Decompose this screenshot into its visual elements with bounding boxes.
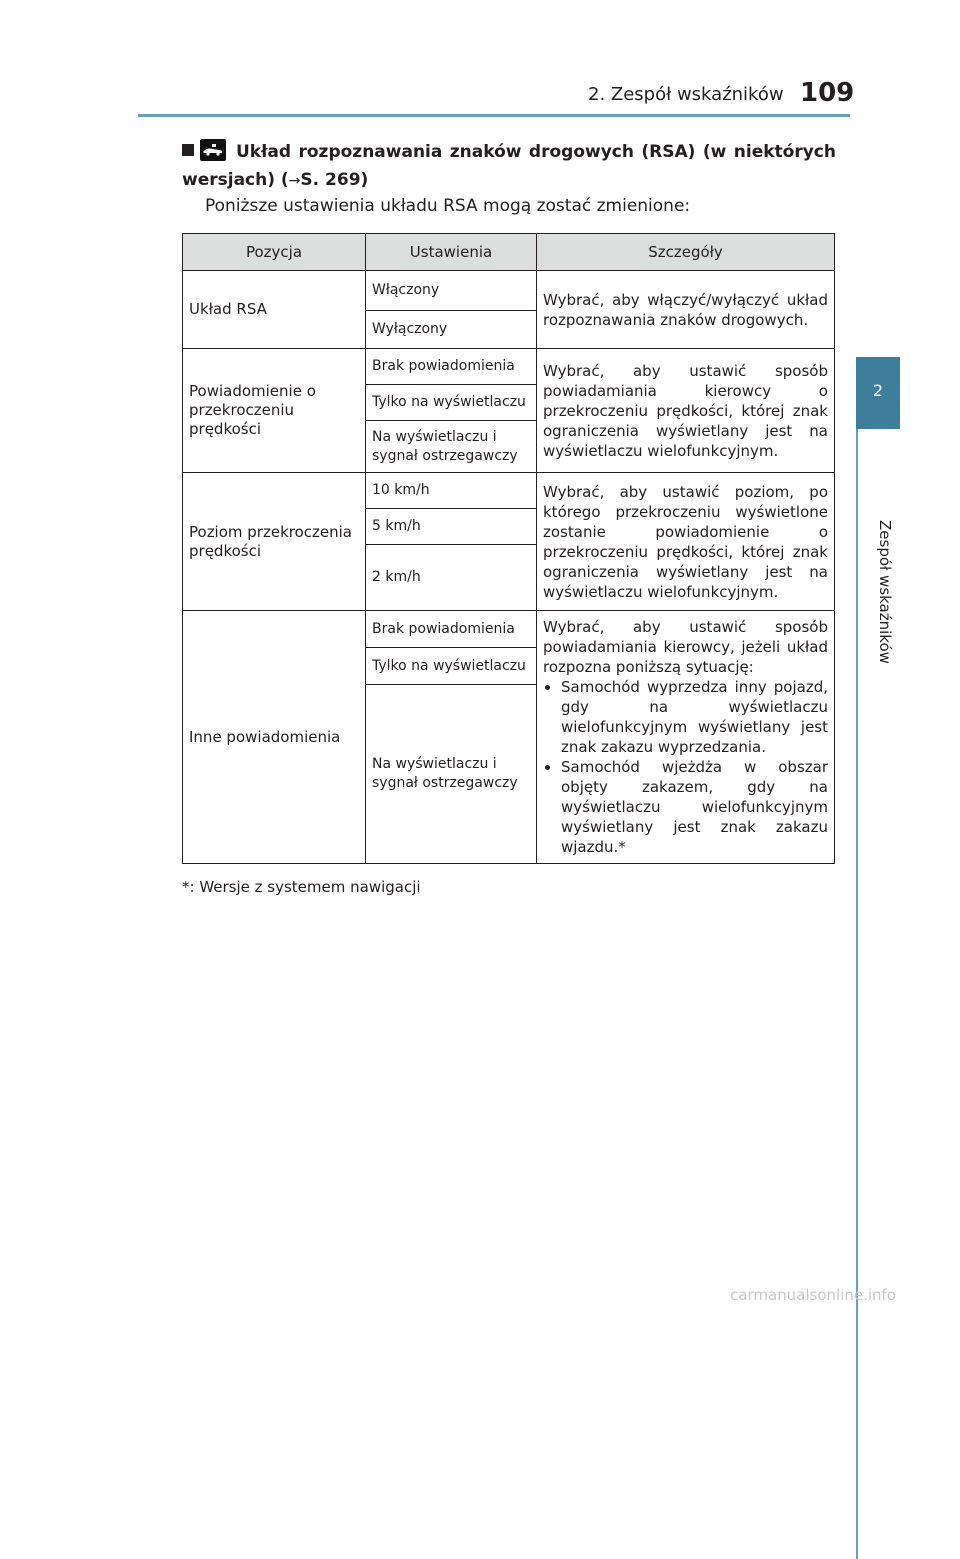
details-intro: Wybrać, aby ustawić sposób powiadamiania kierowcy, jeżeli układ rozpozna poniższą sytuację: xyxy=(543,618,828,676)
details-cell: Wybrać, aby włączyć/wyłączyć układ rozpoznawania znaków drogowych. xyxy=(537,271,835,349)
setting-cell: Włączony xyxy=(366,271,537,311)
position-cell: Układ RSA xyxy=(183,271,366,349)
car-sign-icon xyxy=(200,139,226,161)
table-row xyxy=(183,349,835,385)
watermark: carmanualsonline.info xyxy=(730,1286,896,1304)
side-rule xyxy=(856,429,858,1559)
footnote: *: Wersje z systemem nawigacji xyxy=(182,878,421,896)
side-chapter-label: Zespół wskaźników xyxy=(876,520,894,664)
details-bullet-list xyxy=(543,677,828,857)
list-item: • Samochód wjeżdża w obszar objęty zakazem, gdy na wyświetlaczu wielofunkcyjnym wyświetlany jest znak zakazu wjazdu.* xyxy=(561,757,828,857)
position-cell: Inne powiadomienia xyxy=(183,611,366,864)
table-row xyxy=(183,611,835,648)
position-cell: Powiadomienie o przekroczeniu prędkości xyxy=(183,349,366,473)
reference-arrow: → xyxy=(288,173,301,189)
setting-cell: 5 km/h xyxy=(366,509,537,545)
details-cell: Wybrać, aby ustawić sposób powiadamiania kierowcy o przekroczeniu prędkości, której znak ograniczenia wyświetlany jest na wyświetlaczu wielofunkcyjnym. xyxy=(537,349,835,473)
table-header-row xyxy=(183,234,835,271)
page-reference-link[interactable]: S. 269) xyxy=(300,170,369,190)
details-cell: Wybrać, aby ustawić poziom, po którego przekroczeniu wyświetlone zostanie powiadomienie o przekroczeniu prędkości, której znak ograniczenia wyświetlany jest na wyświetlaczu wielofunkcyjnym. xyxy=(537,473,835,611)
setting-cell: Wyłączony xyxy=(366,311,537,349)
setting-cell: 10 km/h xyxy=(366,473,537,509)
square-bullet-icon xyxy=(182,144,194,156)
intro-text: Poniższe ustawienia układu RSA mogą zostać zmienione: xyxy=(205,196,691,216)
table-row xyxy=(183,271,835,311)
column-header-settings: Ustawienia xyxy=(366,234,537,271)
section-heading xyxy=(182,138,836,195)
table-row xyxy=(183,473,835,509)
column-header-position: Pozycja xyxy=(183,234,366,271)
section-title: Układ rozpoznawania znaków drogowych (RSA) (w niektórych wersjach) ( xyxy=(182,142,836,190)
chapter-side-tab xyxy=(856,357,900,429)
setting-cell: Brak powiadomienia xyxy=(366,349,537,385)
settings-table xyxy=(182,233,835,864)
position-cell: Poziom przekroczenia prędkości xyxy=(183,473,366,611)
chapter-number: 2 xyxy=(872,381,884,400)
setting-cell: Tylko na wyświetlaczu xyxy=(366,648,537,685)
header-rule xyxy=(138,114,850,117)
setting-cell: Brak powiadomienia xyxy=(366,611,537,648)
page-number: 109 xyxy=(800,78,855,108)
list-item: • Samochód wyprzedza inny pojazd, gdy na wyświetlaczu wielofunkcyjnym wyświetlany jest znak zakazu wyprzedzania. xyxy=(561,677,828,757)
chapter-title: 2. Zespół wskaźników xyxy=(588,84,784,105)
details-cell xyxy=(537,611,835,864)
setting-cell: 2 km/h xyxy=(366,545,537,611)
setting-cell: Na wyświetlaczu i sygnał ostrzegawczy xyxy=(366,685,537,864)
setting-cell: Na wyświetlaczu i sygnał ostrzegawczy xyxy=(366,421,537,473)
column-header-details: Szczegóły xyxy=(537,234,835,271)
setting-cell: Tylko na wyświetlaczu xyxy=(366,385,537,421)
